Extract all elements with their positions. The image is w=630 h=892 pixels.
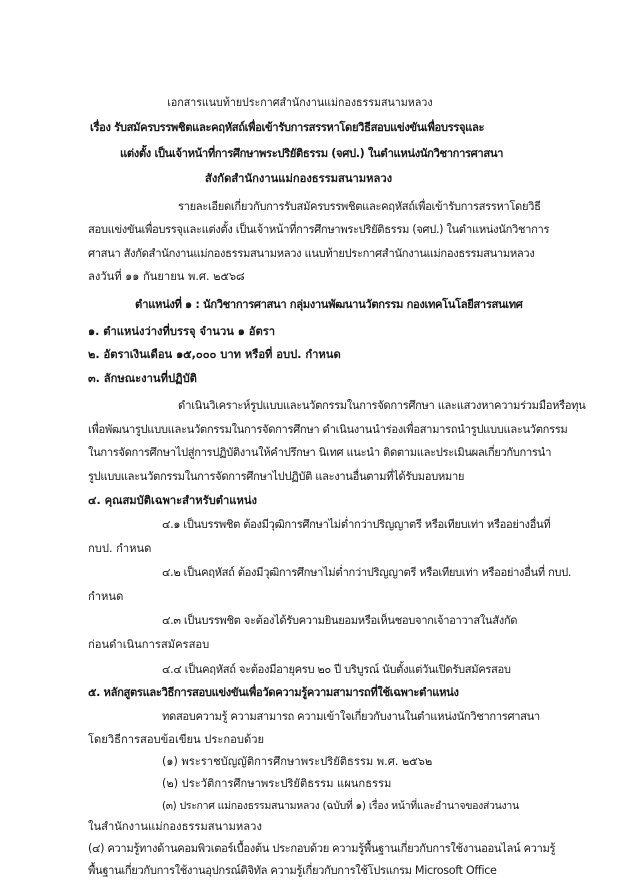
intro-line: สอบแข่งขันเพื่อบรรจุและแต่งตั้ง เป็นเจ้าหน้าที่การศึกษาพระปริยัติธรรม (จศป.) ในตำแหน่งนักวิชาการ — [88, 223, 550, 237]
qualification-line: ๔.๔ เป็นคฤหัสถ์ จะต้องมีอายุครบ ๒๐ ปี บริบูรณ์ นับตั้งแต่วันเปิดรับสมัครสอบ — [162, 662, 511, 676]
section-item-5: ๕. หลักสูตรและวิธีการสอบแข่งขันเพื่อวัดความรู้ความสามารถที่ใช้เฉพาะตำแหน่ง — [88, 686, 459, 700]
qualification-line: ๔.๒ เป็นคฤหัสถ์ ต้องมีวุฒิการศึกษาไม่ต่ำกว่าปริญญาตรี หรือเทียบเท่า หรืออย่างอื่นที่ กบป. — [162, 566, 572, 580]
duties-line: เพื่อพัฒนารูปแบบและนวัตกรรมในการจัดการศึกษา ดำเนินงานนำร่องเพื่อสามารถนำรูปแบบและนวัตกรรม — [88, 422, 568, 436]
section-item-1: ๑. ตำแหน่งว่างที่บรรจุ จำนวน ๑ อัตรา — [88, 324, 276, 338]
exam-line: (๔) ความรู้ทางด้านคอมพิวเตอร์เบื้องต้น ประกอบด้วย ความรู้พื้นฐานเกี่ยวกับการใช้งานออนไลน์ ความรู้ — [88, 842, 556, 856]
exam-line: ในสำนักงานแม่กองธรรมสนามหลวง — [88, 820, 262, 834]
exam-line: โดยวิธีการสอบข้อเขียน ประกอบด้วย — [88, 733, 265, 747]
doc-subject-line1: เรื่อง รับสมัครบรรพชิตและคฤหัสถ์เพื่อเข้ารับการสรรหาโดยวิธีสอบแข่งขันเพื่อบรรจุและ — [90, 121, 485, 135]
duties-line: รูปแบบและนวัตกรรมในการจัดการศึกษาไปปฏิบัติ และงานอื่นตามที่ได้รับมอบหมาย — [88, 470, 465, 483]
intro-line: ลงวันที่ ๑๑ กันยายน พ.ศ. ๒๕๖๘ — [88, 270, 245, 284]
intro-line: ศาสนา สังกัดสำนักงานแม่กองธรรมสนามหลวง แนบท้ายประกาศสำนักงานแม่กองธรรมสนามหลวง — [88, 246, 535, 260]
qualification-line: ก่อนดำเนินการสมัครสอบ — [88, 638, 210, 651]
qualification-line: กบป. กำหนด — [88, 541, 152, 555]
exam-line: (๓) ประกาศ แม่กองธรรมสนามหลวง (ฉบับที่ ๑) เรื่อง หน้าที่และอำนาจของส่วนงาน — [162, 799, 519, 812]
duties-line: ในการจัดการศึกษาไปสู่การปฏิบัติงานให้คำปรึกษา นิเทศ แนะนำ ติดตามและประเมินผลเกี่ยวกับการนำ — [88, 446, 552, 460]
position-heading: ตำแหน่งที่ ๑ : นักวิชาการศาสนา กลุ่มงานพัฒนานวัตกรรม กองเทคโนโลยีสารสนเทศ — [135, 298, 523, 312]
exam-line: ทดสอบความรู้ ความสามารถ ความเข้าใจเกี่ยวกับงานในตำแหน่งนักวิชาการศาสนา — [162, 709, 540, 723]
exam-line: พื้นฐานเกี่ยวกับการใช้งานอุปกรณ์ดิจิทัล ความรู้เกี่ยวกับการใช้โปรแกรม Microsoft Office — [88, 864, 497, 877]
intro-line: รายละเอียดเกี่ยวกับการรับสมัครบรรพชิตและคฤหัสถ์เพื่อเข้ารับการสรรหาโดยวิธี — [178, 199, 541, 213]
exam-line: (๒) ประวัติการศึกษาพระปริยัติธรรม แผนกธรรม — [162, 776, 392, 790]
section-item-3: ๓. ลักษณะงานที่ปฏิบัติ — [88, 372, 197, 385]
doc-subject-line3: สังกัดสำนักงานแม่กองธรรมสนามหลวง — [205, 172, 393, 186]
section-item-4: ๔. คุณสมบัติเฉพาะสำหรับตำแหน่ง — [88, 493, 257, 507]
qualification-line: ๔.๑ เป็นบรรพชิต ต้องมีวุฒิการศึกษาไม่ต่ำกว่าปริญญาตรี หรือเทียบเท่า หรืออย่างอื่นที่ — [162, 518, 551, 532]
section-item-2: ๒. อัตราเงินเดือน ๑๕,๐๐๐ บาท หรือที่ อบป. กำหนด — [88, 348, 341, 362]
duties-line: ดำเนินวิเคราะห์รูปแบบและนวัตกรรมในการจัดการศึกษา และแสวงหาความร่วมมือหรือทุน — [178, 399, 586, 413]
doc-subject-line2: แต่งตั้ง เป็นเจ้าหน้าที่การศึกษาพระปริยัติธรรม (จศป.) ในตำแหน่งนักวิชาการศาสนา — [120, 146, 504, 160]
qualification-line: กำหนด — [88, 589, 124, 603]
qualification-line: ๔.๓ เป็นบรรพชิต จะต้องได้รับความยินยอมหรือเห็นชอบจากเจ้าอาวาสในสังกัด — [162, 614, 518, 628]
doc-title: เอกสารแนบท้ายประกาศสำนักงานแม่กองธรรมสนามหลวง — [167, 96, 433, 109]
exam-line: (๑) พระราชบัญญัติการศึกษาพระปริยัติธรรม พ.ศ. ๒๕๖๒ — [162, 755, 433, 769]
